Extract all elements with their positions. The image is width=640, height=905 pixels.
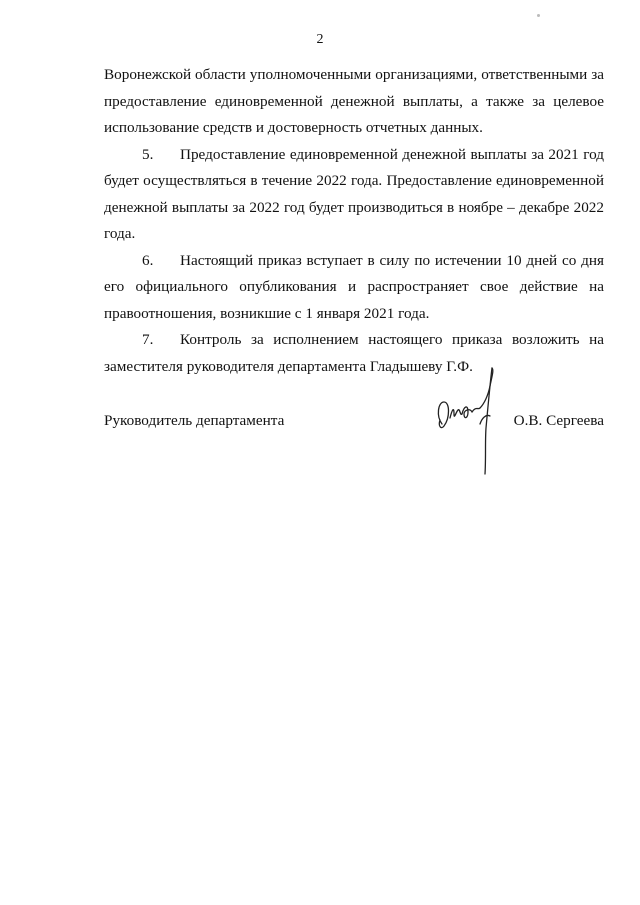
page-number: 2 — [316, 32, 324, 47]
item-number: 6. — [142, 251, 154, 269]
paragraph-item-6 — [104, 248, 604, 328]
paragraph-item-5 — [104, 142, 604, 248]
paragraph-text: Воронежской области уполномоченными организациями, ответственными за предоставление единовременной денежной выплаты, а также за целевое использование средств и достоверность отчетных данных. — [104, 66, 604, 136]
item-number: 5. — [142, 145, 154, 163]
item-number: 7. — [142, 331, 154, 348]
scan-speck — [537, 14, 540, 17]
paragraph-text: Настоящий приказ вступает в силу по истечении 10 дней со дня его официального опубликования и распространяет свое действие на правоотношения, возникшие с 1 января 2021 года. — [104, 251, 604, 322]
signatory-name: О.В. Сергеева — [513, 412, 604, 429]
paragraph-text: Контроль за исполнением настоящего приказа возложить на заместителя руководителя департамента Гладышеву Г.Ф. — [104, 331, 604, 375]
document-body — [104, 62, 604, 380]
paragraph-continuation — [104, 62, 604, 142]
handwritten-signature — [430, 366, 510, 486]
paragraph-text: Предоставление единовременной денежной выплаты за 2021 год будет осуществляться в течение 2022 года. Предоставление единовременной денежной выплаты за 2022 год будет производиться в ноябре – декабре 2022 года. — [104, 145, 604, 242]
paragraph-item-7 — [104, 327, 604, 380]
signatory-title: Руководитель департамента — [104, 412, 285, 429]
